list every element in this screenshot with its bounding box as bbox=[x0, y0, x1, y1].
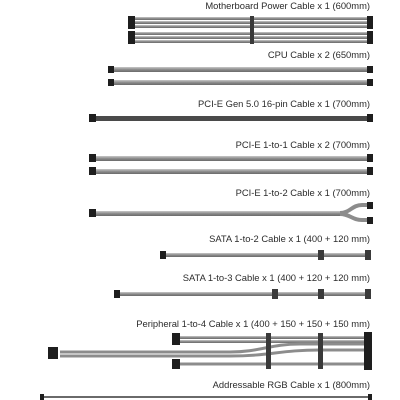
peripheral-cable-image bbox=[48, 332, 372, 370]
cable-label-cpu: CPU Cable x 2 (650mm) bbox=[267, 49, 370, 60]
cable-label-pcie-gen5: PCI-E Gen 5.0 16-pin Cable x 1 (700mm) bbox=[198, 98, 370, 109]
cpu-cable-image bbox=[108, 66, 373, 86]
pcie-gen5-cable-image bbox=[89, 114, 373, 122]
cable-label-motherboard: Motherboard Power Cable x 1 (600mm) bbox=[205, 0, 370, 11]
cable-label-pcie-1to1: PCI-E 1-to-1 Cable x 2 (700mm) bbox=[235, 139, 370, 150]
cable-label-argb: Addressable RGB Cable x 1 (800mm) bbox=[212, 379, 370, 390]
cable-label-sata-1to2: SATA 1-to-2 Cable x 1 (400 + 120 mm) bbox=[209, 233, 370, 244]
cable-label-sata-1to3: SATA 1-to-3 Cable x 1 (400 + 120 + 120 mm) bbox=[182, 272, 370, 283]
pcie-1to1-cable-image bbox=[89, 154, 373, 175]
argb-cable-image bbox=[40, 394, 372, 400]
cable-label-pcie-1to2: PCI-E 1-to-2 Cable x 1 (700mm) bbox=[235, 187, 370, 198]
pcie-1to2-cable-image bbox=[89, 202, 373, 224]
sata-1to2-cable-image bbox=[160, 250, 371, 260]
cable-label-peripheral: Peripheral 1-to-4 Cable x 1 (400 + 150 + 150 + 150 mm) bbox=[136, 318, 370, 329]
motherboard-cable-image bbox=[128, 16, 373, 44]
sata-1to3-cable-image bbox=[114, 289, 371, 299]
